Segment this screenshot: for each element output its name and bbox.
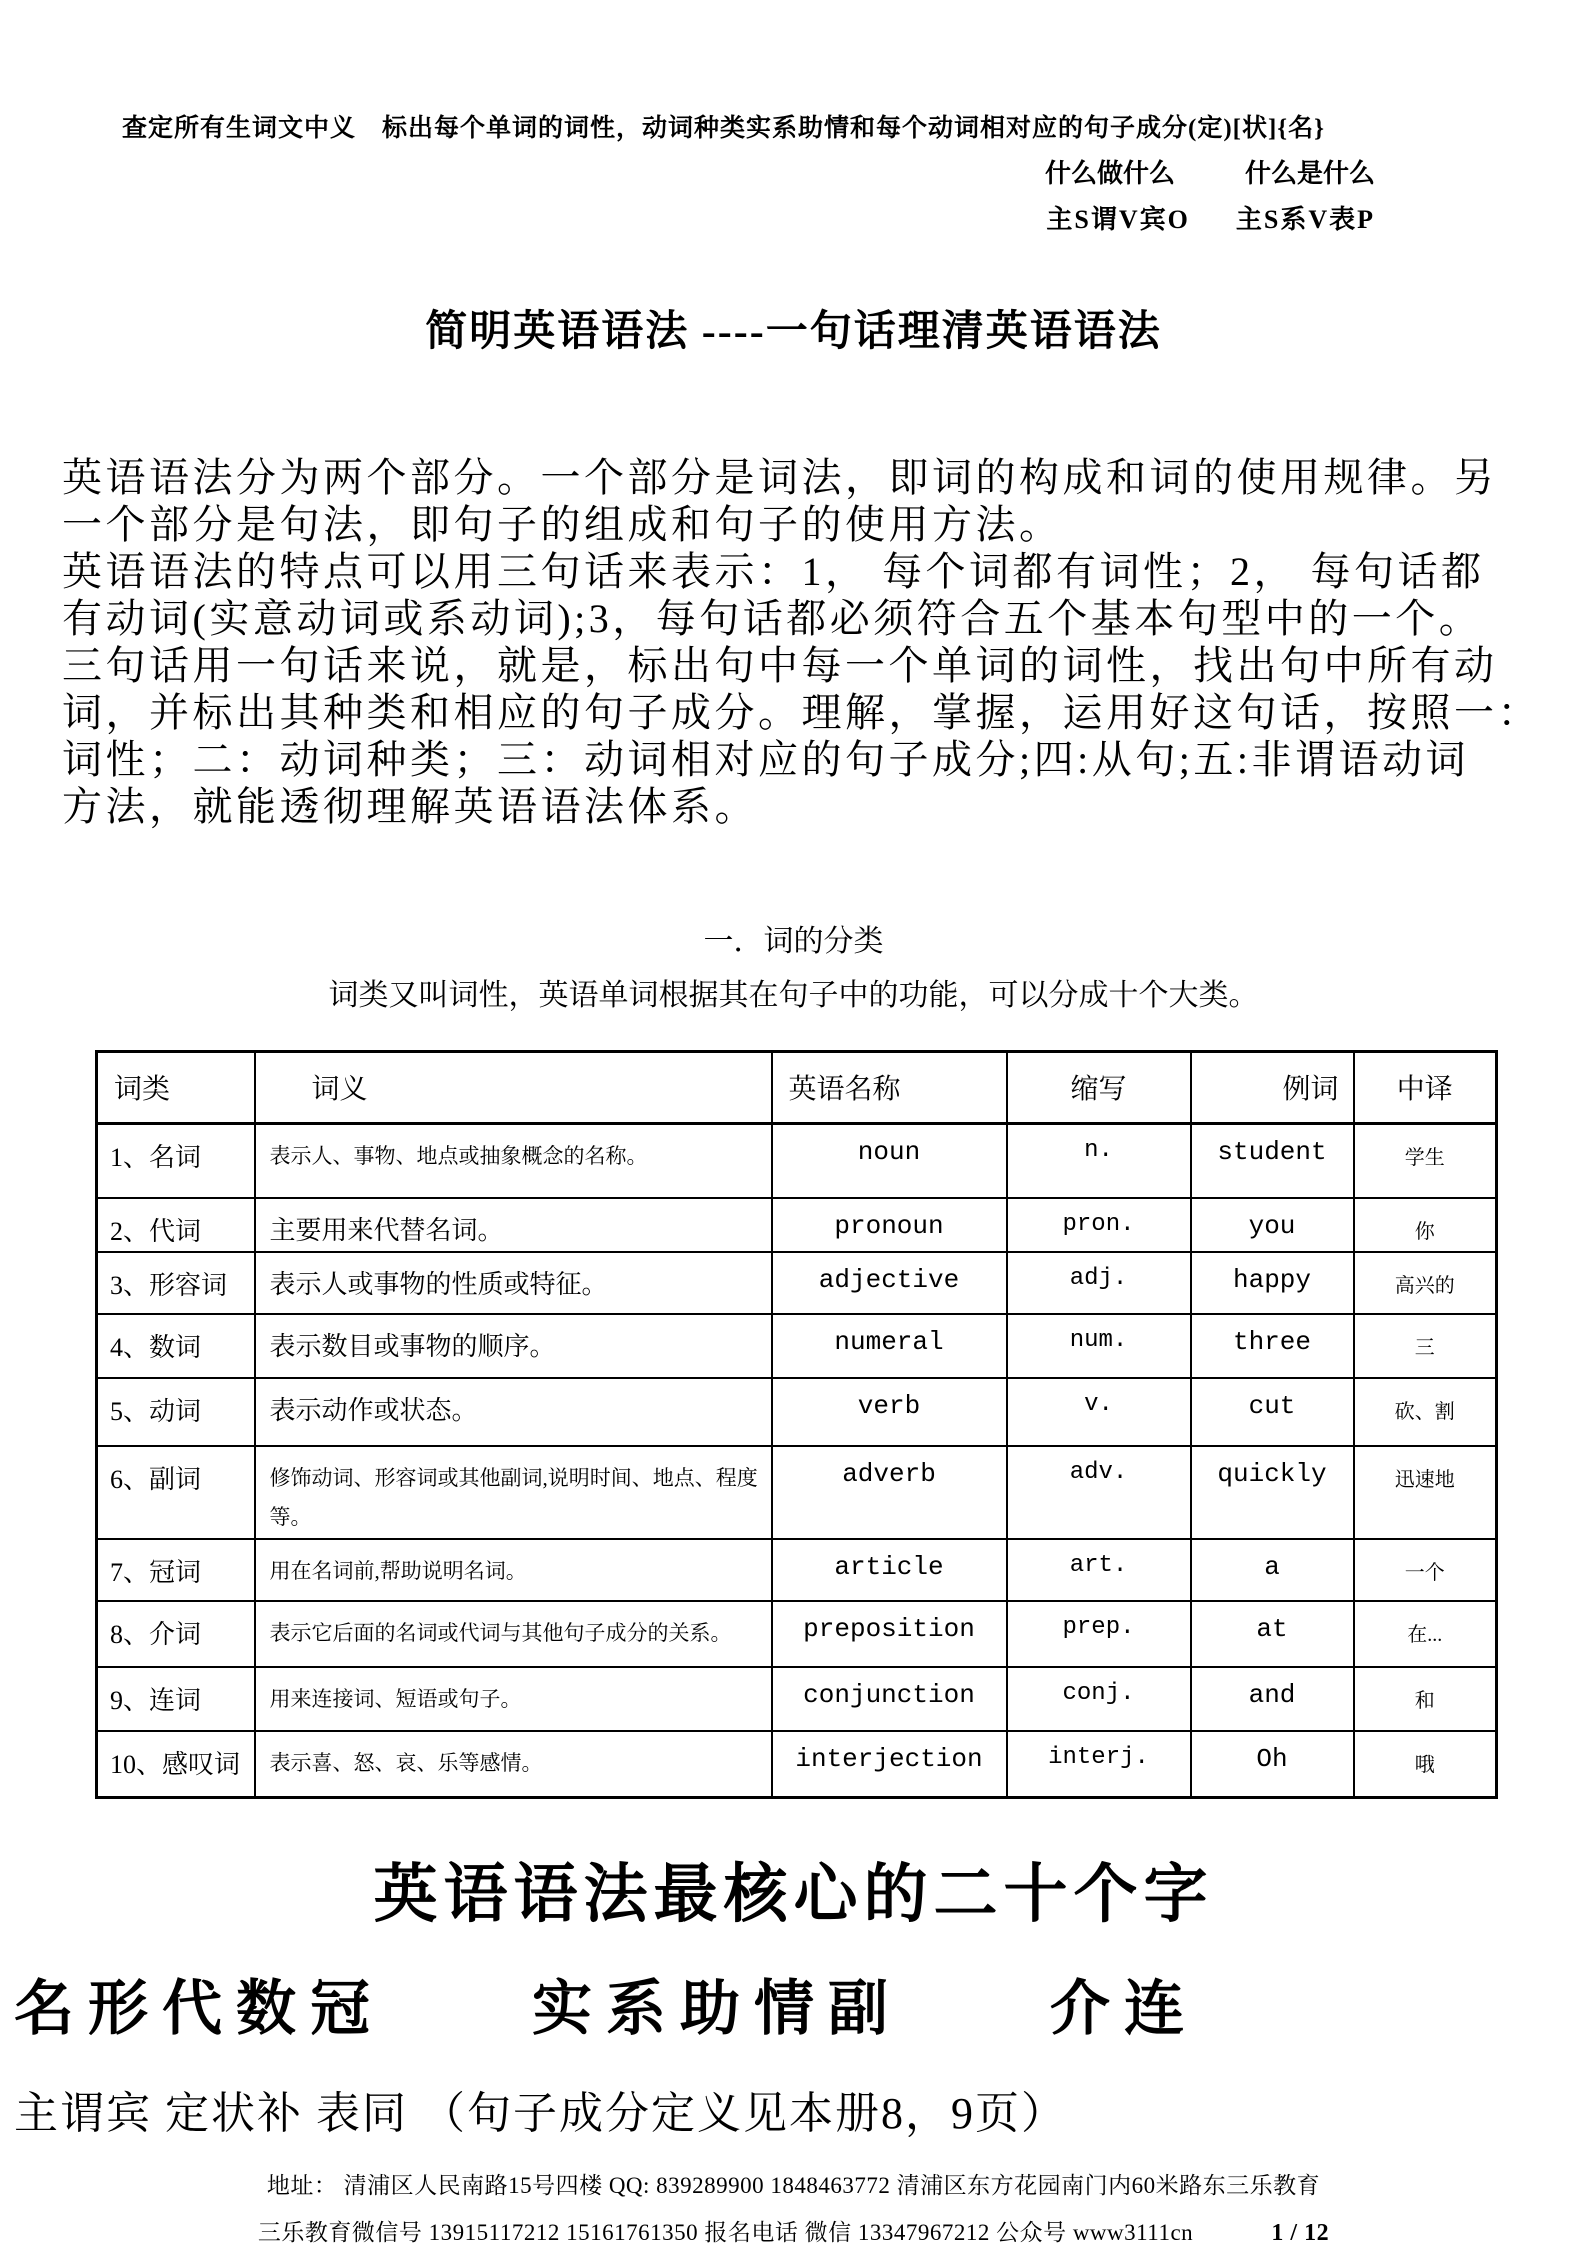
annotation-line1: 查定所有生词文中义 标出每个单词的词性，动词种类实系助情和每个动词相对应的句子成分(定)[状]{名} — [122, 115, 1326, 142]
cell-abbreviation: conj. — [1007, 1667, 1191, 1731]
table-header-row — [97, 1052, 1497, 1124]
cell-meaning: 表示它后面的名词或代词与其他句子成分的关系。 — [255, 1601, 772, 1667]
cell-translation: 三 — [1354, 1314, 1497, 1378]
cell-abbreviation: adv. — [1007, 1446, 1191, 1540]
page-footer — [0, 2167, 1587, 2245]
cell-abbreviation: n. — [1007, 1124, 1191, 1198]
cell-word-class: 3、形容词 — [97, 1252, 255, 1314]
cell-english-name: verb — [772, 1378, 1007, 1446]
table-row — [97, 1314, 1497, 1378]
footer-address-line: 地址： 清浦区人民南路15号四楼 QQ: 839289900 1848463772 清浦区东方花园南门内60米路东三乐教育 — [266, 2172, 1321, 2198]
cell-translation: 一个 — [1354, 1539, 1497, 1601]
intro-line: 英语语法分为两个部分。一个部分是词法，即词的构成和词的使用规律。另 — [62, 455, 1498, 500]
table-row — [97, 1446, 1497, 1540]
page-title: 简明英语语法 ----一句话理清英语语法 — [425, 309, 1162, 355]
cell-english-name: article — [772, 1539, 1007, 1601]
cell-meaning: 用在名词前,帮助说明名词。 — [255, 1539, 772, 1601]
cell-example: and — [1191, 1667, 1354, 1731]
core-twenty-chars: 名形代数冠 实系助情副 介连 — [14, 1975, 1198, 2042]
table-row — [97, 1252, 1497, 1314]
intro-line: 有动词(实意动词或系动词);3，每句话都必须符合五个基本句型中的一个。 — [62, 596, 1483, 641]
cell-english-name: noun — [772, 1124, 1007, 1198]
column-header-translation: 中译 — [1354, 1052, 1497, 1124]
footer-contact-line — [0, 2214, 1587, 2245]
cell-english-name: numeral — [772, 1314, 1007, 1378]
cell-example: three — [1191, 1314, 1354, 1378]
intro-line: 一个部分是句法，即句子的组成和句子的使用方法。 — [62, 502, 1063, 547]
cell-example: quickly — [1191, 1446, 1354, 1540]
annotation-what-does: 什么做什么 — [1044, 159, 1175, 188]
cell-meaning: 表示动作或状态。 — [255, 1378, 772, 1446]
cell-word-class: 2、代词 — [97, 1198, 255, 1252]
cell-example: you — [1191, 1198, 1354, 1252]
cell-example: cut — [1191, 1378, 1354, 1446]
cell-translation: 哦 — [1354, 1731, 1497, 1797]
cell-english-name: preposition — [772, 1601, 1007, 1667]
cell-english-name: conjunction — [772, 1667, 1007, 1731]
cell-meaning: 表示人、事物、地点或抽象概念的名称。 — [255, 1124, 772, 1198]
cell-example: student — [1191, 1124, 1354, 1198]
cell-word-class: 4、数词 — [97, 1314, 255, 1378]
cell-word-class: 8、介词 — [97, 1601, 255, 1667]
cell-english-name: adjective — [772, 1252, 1007, 1314]
column-header-word-class: 词类 — [97, 1052, 255, 1124]
intro-paragraphs — [0, 454, 1587, 830]
cell-translation: 和 — [1354, 1667, 1497, 1731]
table-row — [97, 1667, 1497, 1731]
cell-meaning: 用来连接词、短语或句子。 — [255, 1667, 772, 1731]
cell-translation: 迅速地 — [1354, 1446, 1497, 1540]
cell-abbreviation: art. — [1007, 1539, 1191, 1601]
column-header-meaning: 词义 — [255, 1052, 772, 1124]
cell-word-class: 1、名词 — [97, 1124, 255, 1198]
intro-line: 词，并标出其种类和相应的句子成分。理解，掌握，运用好这句话，按照一： — [62, 690, 1541, 735]
word-class-table — [95, 1050, 1498, 1799]
cell-example: a — [1191, 1539, 1354, 1601]
cell-meaning: 修饰动词、形容词或其他副词,说明时间、地点、程度等。 — [255, 1446, 772, 1540]
annotation-svp: 主S系V表P — [1235, 205, 1375, 234]
intro-line: 词性；二：动词种类；三：动词相对应的句子成分;四:从句;五:非谓语动词 — [62, 737, 1469, 782]
cell-word-class: 6、副词 — [97, 1446, 255, 1540]
cell-abbreviation: prep. — [1007, 1601, 1191, 1667]
intro-line: 英语语法的特点可以用三句话来表示：1， 每个词都有词性；2， 每句话都 — [62, 549, 1485, 594]
table-row — [97, 1539, 1497, 1601]
annotation-header — [0, 0, 1587, 236]
column-header-abbreviation: 缩写 — [1007, 1052, 1191, 1124]
cell-english-name: pronoun — [772, 1198, 1007, 1252]
table-row — [97, 1124, 1497, 1198]
cell-meaning: 表示数目或事物的顺序。 — [255, 1314, 772, 1378]
cell-example: happy — [1191, 1252, 1354, 1314]
core-sentence-parts: 主谓宾 定状补 表同 （句子成分定义见本册8，9页） — [14, 2088, 1067, 2138]
cell-abbreviation: num. — [1007, 1314, 1191, 1378]
cell-translation: 砍、割 — [1354, 1378, 1497, 1446]
cell-example: Oh — [1191, 1731, 1354, 1797]
annotation-line3 — [0, 199, 1587, 236]
cell-abbreviation: v. — [1007, 1378, 1191, 1446]
cell-english-name: interjection — [772, 1731, 1007, 1797]
cell-english-name: adverb — [772, 1446, 1007, 1540]
footer-contact-text: 三乐教育微信号 13915117212 15161761350 报名电话 微信 13347967212 公众号 www3111cn — [257, 2219, 1194, 2245]
annotation-what-is: 什么是什么 — [1244, 159, 1375, 188]
annotation-svo: 主S谓V宾O — [1046, 205, 1190, 234]
column-header-english-name: 英语名称 — [772, 1052, 1007, 1124]
cell-translation: 在... — [1354, 1601, 1497, 1667]
table-row — [97, 1731, 1497, 1797]
table-row — [97, 1198, 1497, 1252]
core-heading: 英语语法最核心的二十个字 — [373, 1858, 1214, 1930]
table-row — [97, 1378, 1497, 1446]
cell-translation: 高兴的 — [1354, 1252, 1497, 1314]
cell-meaning: 表示喜、怒、哀、乐等感情。 — [255, 1731, 772, 1797]
cell-abbreviation: interj. — [1007, 1731, 1191, 1797]
cell-meaning: 表示人或事物的性质或特征。 — [255, 1252, 772, 1314]
cell-word-class: 5、动词 — [97, 1378, 255, 1446]
cell-example: at — [1191, 1601, 1354, 1667]
cell-translation: 学生 — [1354, 1124, 1497, 1198]
annotation-line2 — [0, 153, 1587, 190]
column-header-example: 例词 — [1191, 1052, 1354, 1124]
section-subtitle: 词类又叫词性，英语单词根据其在句子中的功能，可以分成十个大类。 — [328, 979, 1259, 1012]
cell-translation: 你 — [1354, 1198, 1497, 1252]
intro-line: 方法，就能透彻理解英语语法体系。 — [62, 784, 758, 829]
section-heading: 一．词的分类 — [703, 925, 884, 958]
intro-line: 三句话用一句话来说，就是，标出句中每一个单词的词性，找出句中所有动 — [62, 643, 1498, 688]
cell-abbreviation: adj. — [1007, 1252, 1191, 1314]
cell-meaning: 主要用来代替名词。 — [255, 1198, 772, 1252]
cell-abbreviation: pron. — [1007, 1198, 1191, 1252]
cell-word-class: 10、感叹词 — [97, 1731, 255, 1797]
cell-word-class: 9、连词 — [97, 1667, 255, 1731]
table-row — [97, 1601, 1497, 1667]
cell-word-class: 7、冠词 — [97, 1539, 255, 1601]
page-number: 1 / 12 — [1271, 2219, 1330, 2245]
